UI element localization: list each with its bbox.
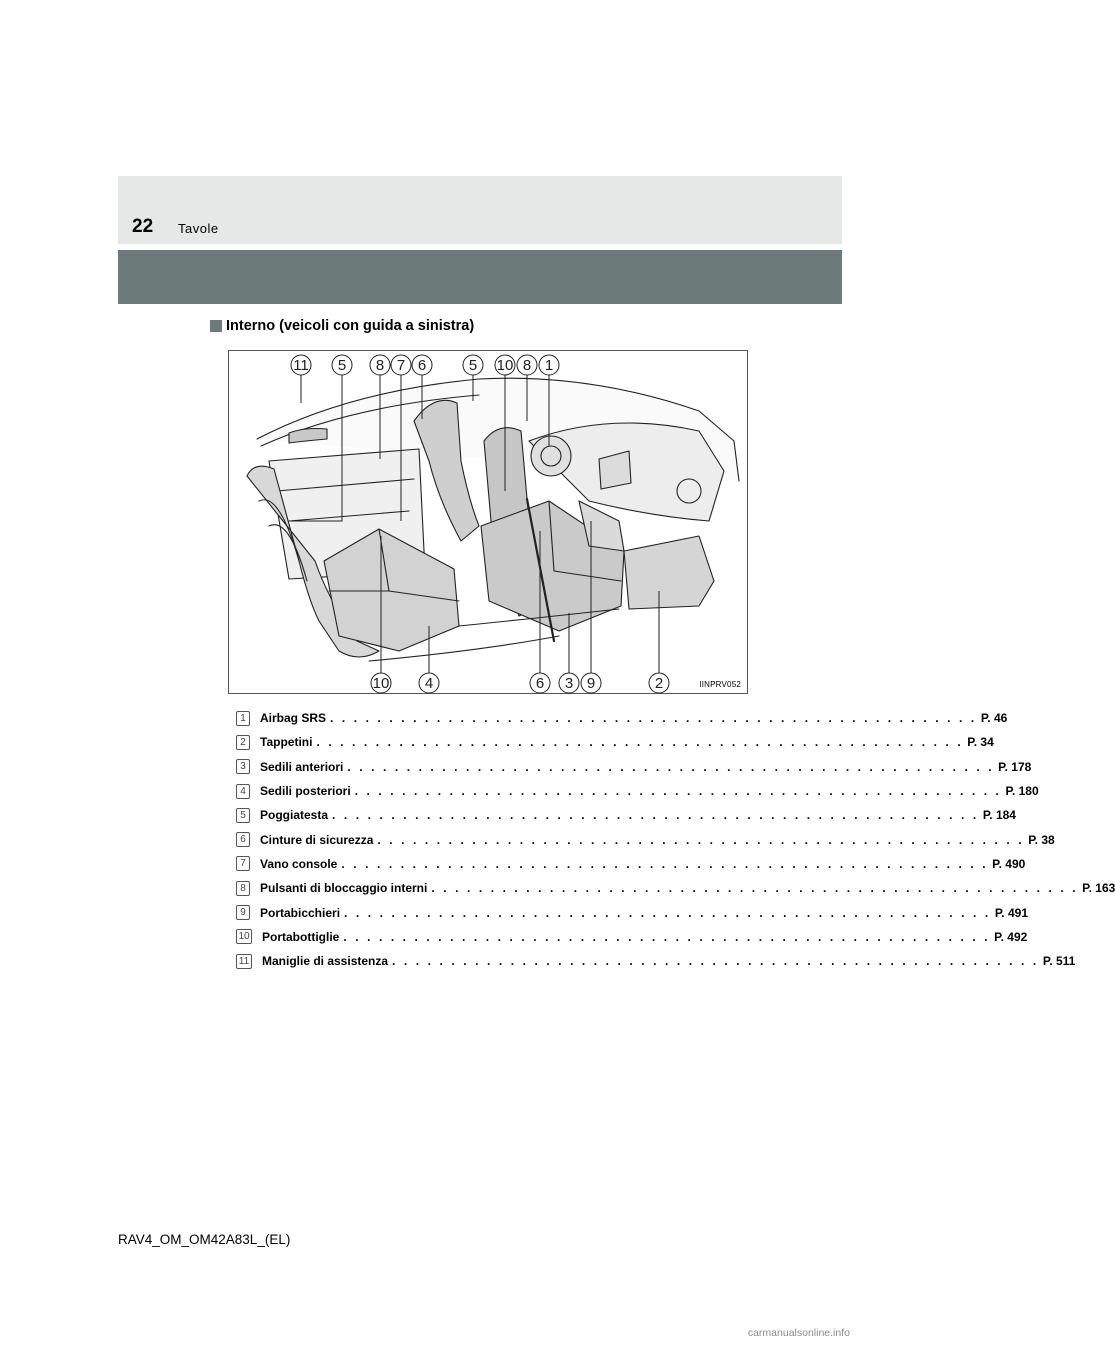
item-number: 3: [236, 759, 250, 774]
list-item: [236, 827, 1055, 851]
callout-top-7: [391, 355, 411, 375]
svg-text:6: 6: [417, 357, 427, 374]
svg-text:8: 8: [522, 357, 532, 374]
list-item: [236, 803, 1016, 827]
page-number: 22: [132, 216, 154, 237]
leader-dots: . . . . . . . . . . . . . . . . . . . . . . . . . . . . . . . . . . . . . . . . . . . . . . . . . . . . . . .: [316, 735, 964, 750]
watermark[interactable]: carmanualsonline.info: [747, 1327, 850, 1339]
svg-text:5: 5: [337, 357, 347, 374]
svg-text:10: 10: [372, 675, 390, 692]
leader-dots: . . . . . . . . . . . . . . . . . . . . . . . . . . . . . . . . . . . . . . . . . . . . . . . . . . . . . . .: [431, 881, 1079, 896]
svg-text:3: 3: [564, 675, 574, 692]
item-number: 11: [236, 954, 252, 969]
callout-bottom-3: [559, 673, 579, 693]
svg-text:5: 5: [468, 357, 478, 374]
reference-list: [236, 706, 1115, 973]
list-item: [236, 779, 1039, 803]
callout-top-11: [291, 355, 311, 375]
list-item: [236, 900, 1028, 924]
item-label: Maniglie di assistenza: [262, 954, 389, 969]
svg-text:8: 8: [375, 357, 385, 374]
item-number: 5: [236, 808, 250, 823]
figure-code: IINPRV052: [699, 680, 741, 689]
callout-bottom-9: [581, 673, 601, 693]
callout-top-10: [495, 355, 515, 375]
leader-dots: . . . . . . . . . . . . . . . . . . . . . . . . . . . . . . . . . . . . . . . . . . . . . . . . . . . . . . .: [341, 856, 989, 871]
list-item: [236, 876, 1115, 900]
page-link[interactable]: P. 38: [1028, 832, 1055, 847]
header-band: [118, 176, 842, 244]
svg-text:2: 2: [654, 675, 664, 692]
item-label: Pulsanti di bloccaggio interni: [260, 881, 428, 896]
item-number: 1: [236, 711, 250, 726]
leader-dots: . . . . . . . . . . . . . . . . . . . . . . . . . . . . . . . . . . . . . . . . . . . . . . . . . . . . . . .: [332, 808, 979, 823]
leader-dots: . . . . . . . . . . . . . . . . . . . . . . . . . . . . . . . . . . . . . . . . . . . . . . . . . . . . . . .: [347, 759, 995, 774]
page-link[interactable]: P. 184: [982, 808, 1016, 823]
list-item: [236, 852, 1026, 876]
item-number: 6: [236, 832, 250, 847]
list-item: [236, 949, 1076, 973]
page-link[interactable]: P. 490: [992, 856, 1026, 871]
callout-layer: [229, 351, 747, 693]
item-label: Vano console: [260, 856, 338, 871]
page-link[interactable]: P. 492: [994, 929, 1028, 944]
item-number: 4: [236, 784, 250, 799]
item-label: Portabicchieri: [260, 905, 341, 920]
callout-bottom-2: [649, 673, 669, 693]
item-label: Tappetini: [260, 735, 313, 750]
page-link[interactable]: P. 178: [998, 759, 1032, 774]
svg-text:7: 7: [396, 357, 406, 374]
item-label: Sedili posteriori: [260, 784, 351, 799]
chapter-title: Tavole: [178, 221, 219, 236]
leader-dots: . . . . . . . . . . . . . . . . . . . . . . . . . . . . . . . . . . . . . . . . . . . . . . . . . . . . . . .: [377, 832, 1025, 847]
svg-text:4: 4: [424, 675, 434, 692]
svg-text:6: 6: [535, 675, 545, 692]
svg-text:11: 11: [293, 357, 309, 374]
svg-text:9: 9: [586, 675, 596, 692]
item-label: Cinture di sicurezza: [260, 832, 374, 847]
callout-top-1: [539, 355, 559, 375]
document-id: RAV4_OM_OM42A83L_(EL): [118, 1232, 291, 1247]
list-item: [236, 706, 1008, 730]
page-link[interactable]: P. 163: [1082, 881, 1115, 896]
callout-top-8b: [517, 355, 537, 375]
leader-dots: . . . . . . . . . . . . . . . . . . . . . . . . . . . . . . . . . . . . . . . . . . . . . . . . . . . . . . .: [330, 711, 977, 726]
callout-top-5a: [332, 355, 352, 375]
callout-bottom-4: [419, 673, 439, 693]
item-label: Airbag SRS: [260, 711, 327, 726]
list-item: [236, 730, 994, 754]
list-item: [236, 925, 1028, 949]
section-bullet-icon: [210, 320, 222, 332]
callout-top-8a: [370, 355, 390, 375]
callout-top-6: [412, 355, 432, 375]
list-item: [236, 755, 1032, 779]
item-label: Sedili anteriori: [260, 759, 344, 774]
leader-dots: . . . . . . . . . . . . . . . . . . . . . . . . . . . . . . . . . . . . . . . . . . . . . . . . . . . . . . .: [392, 954, 1039, 969]
callout-bottom-6: [530, 673, 550, 693]
item-number: 2: [236, 735, 250, 750]
title-band: [118, 250, 842, 304]
item-label: Portabottiglie: [262, 929, 340, 944]
item-number: 8: [236, 881, 250, 896]
item-number: 9: [236, 905, 250, 920]
page-link[interactable]: P. 34: [967, 735, 994, 750]
page-link[interactable]: P. 46: [980, 711, 1008, 726]
interior-illustration: [228, 350, 748, 694]
section-heading: [210, 318, 474, 334]
callout-bottom-10: [371, 673, 391, 693]
svg-text:1: 1: [544, 357, 554, 374]
item-number: 7: [236, 856, 250, 871]
section-title: Interno (veicoli con guida a sinistra): [226, 318, 475, 334]
page-link[interactable]: P. 491: [994, 905, 1028, 920]
callout-top-5b: [463, 355, 483, 375]
item-number: 10: [236, 929, 252, 944]
page-link[interactable]: P. 180: [1005, 784, 1039, 799]
leader-dots: . . . . . . . . . . . . . . . . . . . . . . . . . . . . . . . . . . . . . . . . . . . . . . . . . . . . . . .: [354, 784, 1002, 799]
leader-dots: . . . . . . . . . . . . . . . . . . . . . . . . . . . . . . . . . . . . . . . . . . . . . . . . . . . . . . .: [344, 905, 991, 920]
svg-text:10: 10: [496, 357, 514, 374]
item-label: Poggiatesta: [260, 808, 329, 823]
leader-dots: . . . . . . . . . . . . . . . . . . . . . . . . . . . . . . . . . . . . . . . . . . . . . . . . . . . . . . .: [343, 929, 991, 944]
page-link[interactable]: P. 511: [1042, 954, 1076, 969]
